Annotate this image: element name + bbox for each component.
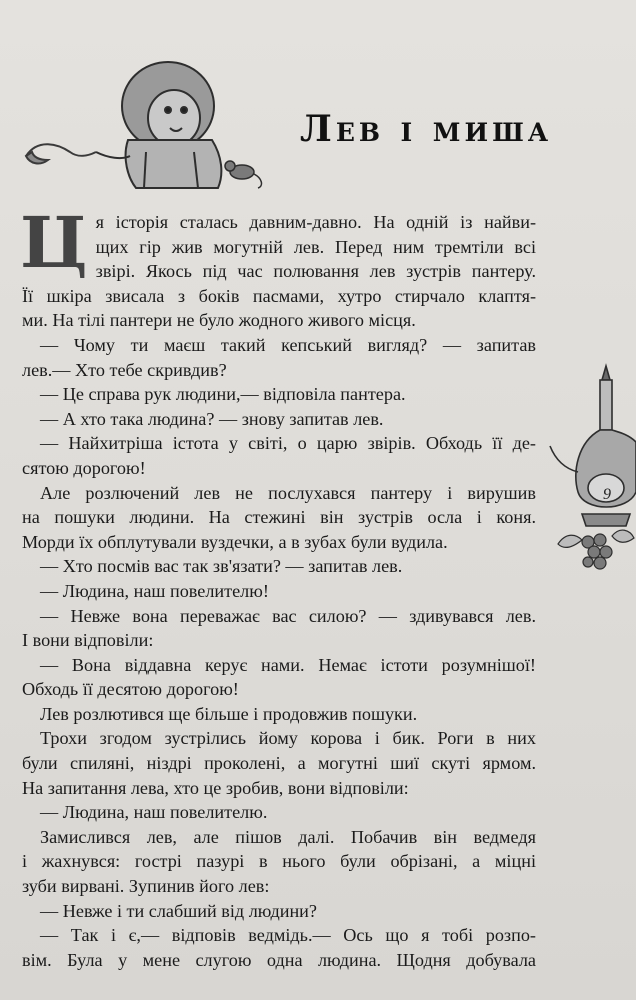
text-line: лев.— Хто тебе скривдив? (22, 359, 227, 380)
text-line: і жахнувся: гострі пазурі в нього були обрізані, а міцні (22, 851, 536, 872)
text-line: зуби вирвані. Зупинив його лев: (22, 876, 270, 897)
text-line: — Найхитріша істота у світі, о царю звірів. Обходь її де- (40, 433, 536, 454)
lion-and-mouse-illustration (18, 48, 268, 198)
text-line: — Невже вона переважає вас силою? — здивувався лев. (40, 605, 536, 626)
text-line: звірі. Якось під час полювання лев зустрів пантеру. (95, 261, 536, 282)
text-line: вім. Була у мене слугою одна людина. Щодня добувала (22, 949, 536, 970)
page-number: 9 (603, 486, 611, 503)
text-line: на пошуки людини. На стежині він зустрів осла і коня. (22, 507, 536, 528)
text-line: Ця історія сталась давним-давно. На одній із найви- (20, 201, 536, 284)
jug-and-grapes-illustration (548, 362, 636, 592)
text-line: І вони відповіли: (22, 630, 154, 651)
text-line: — Вона віддавна керує нами. Немає істоти розумнішої! (40, 654, 536, 675)
text-line: — Це справа рук людини,— відповіла пантера. (40, 384, 406, 405)
drop-cap: Ц (20, 201, 88, 284)
text-line: Але розлючений лев не послухався пантеру і вирушив (40, 482, 536, 503)
text-line: Її шкіра звисала з боків пасмами, хутро стирчало клаптя- (22, 285, 536, 306)
story-text (20, 201, 536, 972)
text-line: Замислився лев, але пішов далі. Побачив він ведмедя (40, 826, 536, 847)
text-line: Обходь її десятою дорогою! (22, 679, 239, 700)
text-line: щих гір жив могутній лев. Перед ним тремтіли всі (95, 236, 536, 257)
story-title: Лев і миша (300, 108, 553, 150)
text-line: Трохи згодом зустрілись йому корова і бик. Роги в них (40, 728, 536, 749)
text-line: На запитання лева, хто це зробив, вони відповіли: (22, 777, 409, 798)
text-line: Морди їх обплутували вуздечки, а в зубах були вудила. (22, 531, 448, 552)
text-line: Лев розлютився ще більше і продовжив пошуки. (40, 703, 418, 724)
text-line: ми. На тілі пантери не було жодного живого місця. (22, 310, 416, 331)
text-line: — Невже і ти слабший від людини? (40, 900, 317, 921)
text-line: — Так і є,— відповів ведмідь.— Ось що я тобі розпо- (40, 925, 536, 946)
text-line: — Людина, наш повелителю. (40, 802, 268, 823)
text-line: — А хто така людина? — знову запитав лев. (40, 408, 384, 429)
text-line: — Хто посмів вас так зв'язати? — запитав лев. (40, 556, 403, 577)
text-line: — Людина, наш повелителю! (40, 580, 269, 601)
text-line: були спиляні, ніздрі проколені, а могутні шиї скуті ярмом. (22, 753, 536, 774)
text-line: — Чому ти маєш такий кепський вигляд? — запитав (40, 334, 536, 355)
text-line: сятою дорогою! (22, 457, 146, 478)
